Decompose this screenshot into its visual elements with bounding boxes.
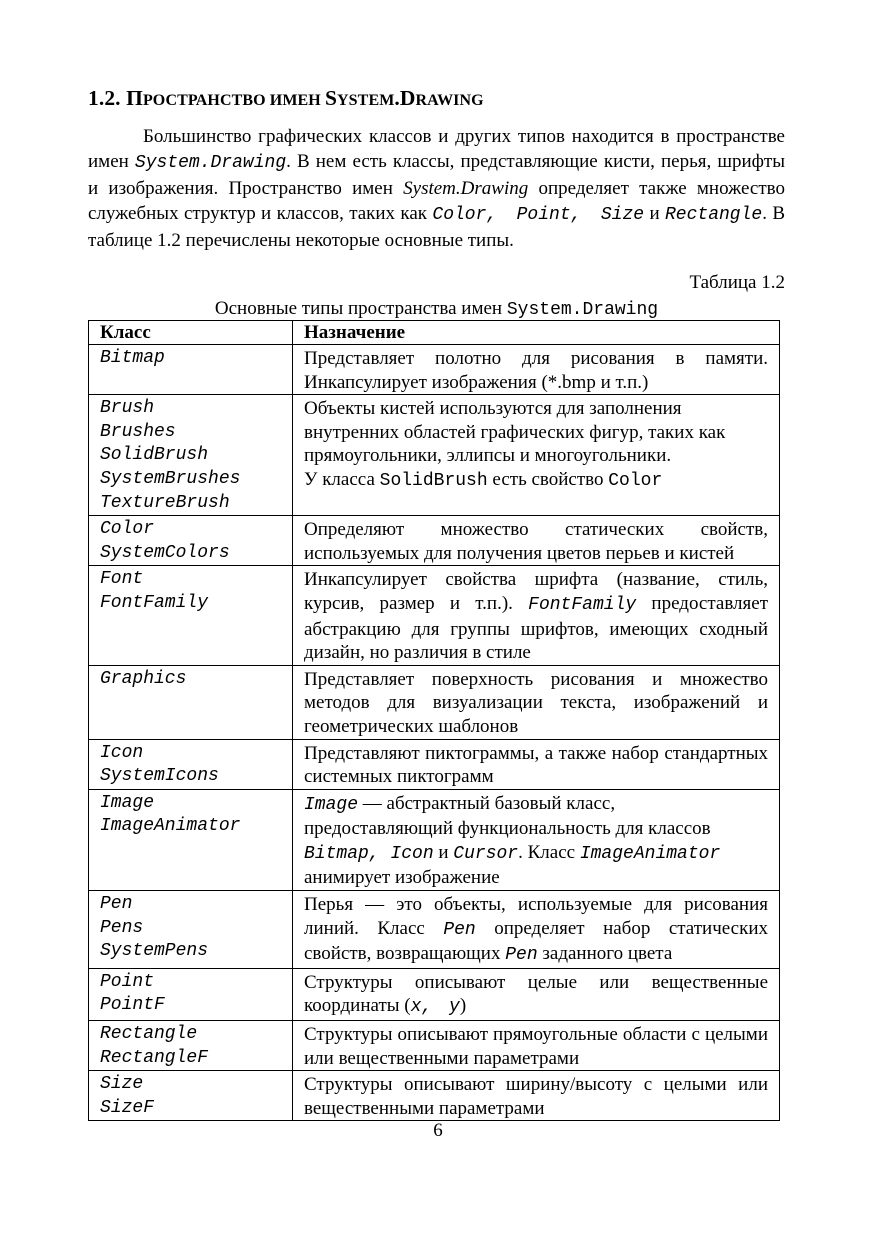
types-table: [88, 320, 780, 1121]
class-cell: Image ImageAnimator: [89, 789, 293, 890]
table-row: [89, 1021, 780, 1071]
page-number: 6: [433, 1120, 443, 1141]
class-cell: Icon SystemIcons: [89, 739, 293, 789]
class-cell: Bitmap: [89, 345, 293, 395]
table-row: [89, 345, 780, 395]
table-row: [89, 968, 780, 1020]
class-cell: Graphics: [89, 665, 293, 739]
table-header-row: [89, 321, 780, 345]
table-row: [89, 739, 780, 789]
class-cell: Point PointF: [89, 968, 293, 1020]
class-cell: Pen Pens SystemPens: [89, 891, 293, 969]
table-row: [89, 891, 780, 969]
description-cell: Определяют множество статических свойств, используемых для получения цветов перьев и кистей: [293, 516, 780, 566]
header-purpose: Назначение: [293, 321, 780, 345]
table-row: [89, 566, 780, 665]
section-heading: 1.2. ПРОСТРАНСТВО ИМЕН SYSTEM.DRAWING: [88, 86, 484, 110]
description-cell: Представляет поверхность рисования и множество методов для визуализации текста, изображений и геометрических шаблонов: [293, 665, 780, 739]
description-cell: Представляет полотно для рисования в памяти. Инкапсулирует изображения (*.bmp и т.п.): [293, 345, 780, 395]
table-row: [89, 395, 780, 516]
description-cell: Структуры описывают целые или вещественные координаты (x, y): [293, 968, 780, 1020]
table-number: Таблица 1.2: [689, 272, 785, 293]
description-cell: Image — абстрактный базовый класс, предоставляющий функциональность для классов Bitmap, Icon и Cursor. Класс ImageAnimator анимирует изображение: [293, 789, 780, 890]
class-cell: Font FontFamily: [89, 566, 293, 665]
intro-paragraph: Большинство графических классов и других типов находится в пространстве имен System.Drawing. В нем есть классы, представляющие кисти, перья, шрифты и изображения. Пространство имен System.Drawing определяет также множество служебных структур и классов, таких как Color, Point, Size и Rectangle. В таблице 1.2 перечислены некоторые основные типы.: [88, 126, 786, 251]
description-cell: Перья — это объекты, используемые для рисования линий. Класс Pen определяет набор статических свойств, возвращающих Pen заданного цвета: [293, 891, 780, 969]
description-cell: Структуры описывают ширину/высоту с целыми или вещественными параметрами: [293, 1071, 780, 1121]
class-cell: Color SystemColors: [89, 516, 293, 566]
description-cell: Объекты кистей используются для заполнения внутренних областей графических фигур, таких как прямоугольники, эллипсы и многоугольники. У класса SolidBrush есть свойство Color: [293, 395, 780, 516]
table-row: [89, 665, 780, 739]
description-cell: Структуры описывают прямоугольные области с целыми или вещественными параметрами: [293, 1021, 780, 1071]
table-row: [89, 516, 780, 566]
table-row: [89, 789, 780, 890]
header-class: Класс: [89, 321, 293, 345]
class-cell: Brush Brushes SolidBrush SystemBrushes TextureBrush: [89, 395, 293, 516]
table-caption: Основные типы пространства имен System.Drawing: [214, 298, 659, 320]
class-cell: Size SizeF: [89, 1071, 293, 1121]
description-cell: Инкапсулирует свойства шрифта (название, стиль, курсив, размер и т.п.). FontFamily предоставляет абстракцию для группы шрифтов, имеющих сходный дизайн, но различия в стиле: [293, 566, 780, 665]
description-cell: Представляют пиктограммы, а также набор стандартных системных пиктограмм: [293, 739, 780, 789]
table-row: [89, 1071, 780, 1121]
class-cell: Rectangle RectangleF: [89, 1021, 293, 1071]
